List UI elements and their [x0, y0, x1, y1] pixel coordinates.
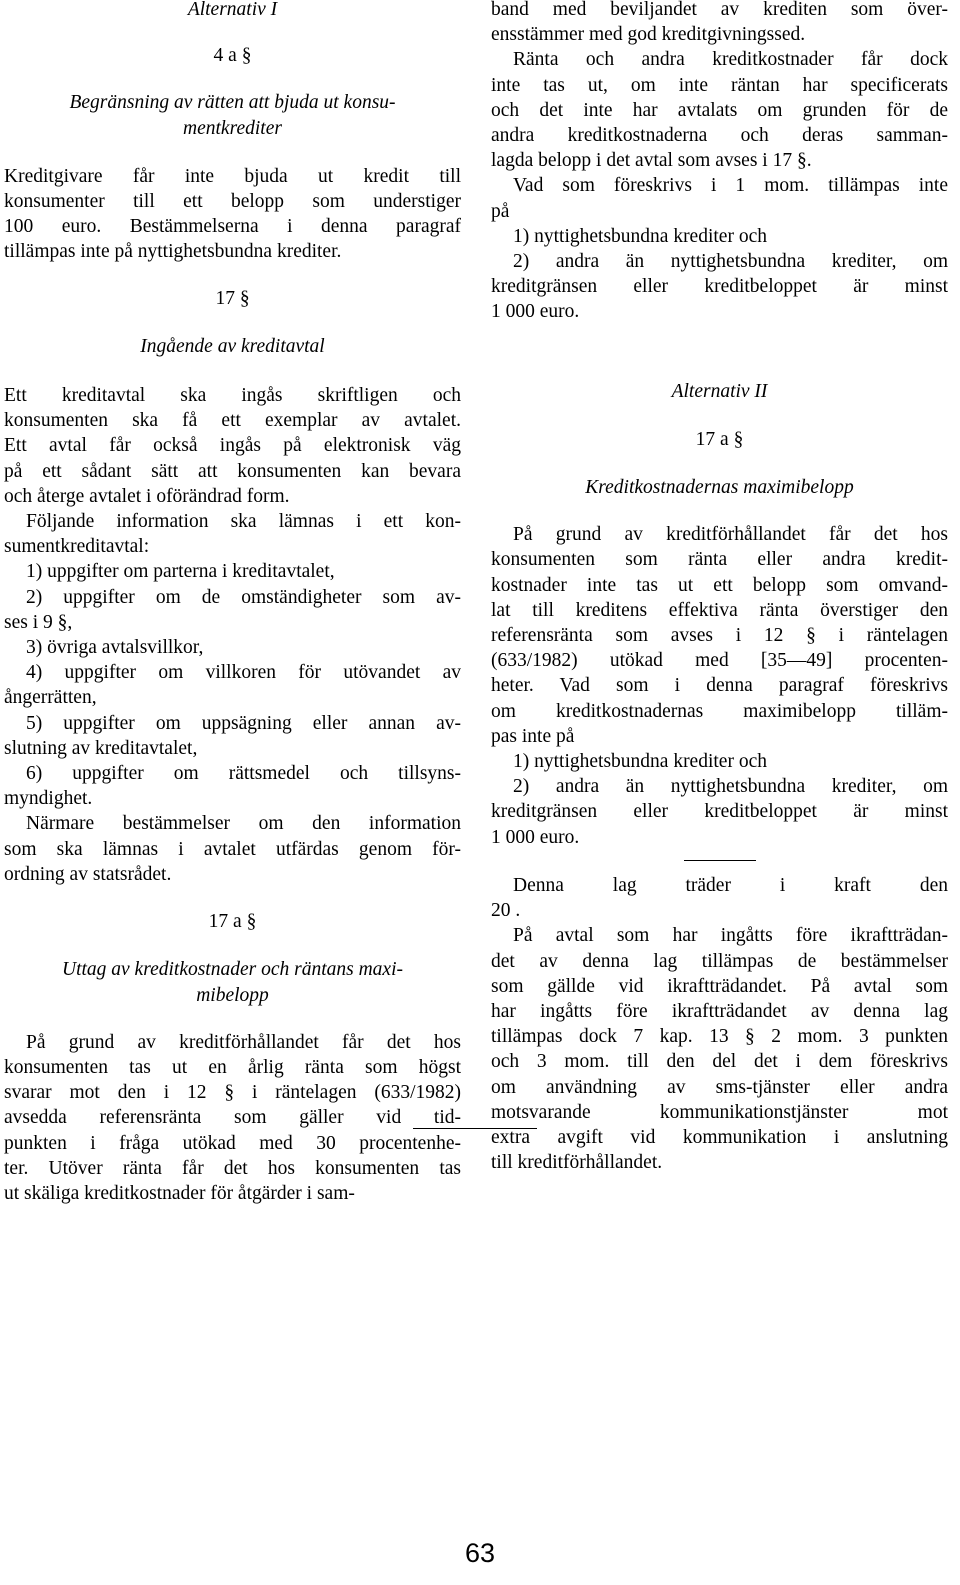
text-line: om kreditkostnadernas maximibelopp tilläm-: [491, 700, 948, 722]
text-line: har ingåtts före ikraftträdandet av denna lag: [491, 1000, 948, 1022]
list-item-line: 1 000 euro.: [491, 301, 580, 323]
text-line: och det inte har avtalats om grunden för de: [491, 99, 948, 121]
text-line: som gällde vid ikraftträdandet. På avtal som: [491, 975, 948, 997]
list-item: [4, 585, 461, 635]
section-4a-title: [4, 90, 461, 140]
list-item-line: myndighet.: [4, 788, 93, 810]
alternative-1-heading: Alternativ I: [187, 0, 278, 20]
list-item: [491, 224, 948, 249]
transitional-paragraph: [491, 923, 948, 1175]
list-item-line: kreditgränsen eller kreditbeloppet är minst: [491, 801, 948, 823]
text-line: och 3 mom. till den del det i dem föreskrivs: [491, 1051, 948, 1073]
text-line: konsumenten ska få ett exemplar av avtalet.: [4, 410, 461, 432]
text-line: ut skäliga kreditkostnader för åtgärder i sam-: [4, 1182, 355, 1204]
section-17a-title-line: mibelopp: [196, 984, 269, 1006]
continued-paragraph-2: [491, 47, 948, 173]
text-line: som ska lämnas i avtalet utfärdas genom för-: [4, 838, 461, 860]
list-item: [491, 249, 948, 325]
list-item: [4, 635, 461, 660]
text-line: På grund av kreditförhållandet får det hos: [513, 524, 948, 546]
section-17-paragraph-2: [4, 509, 461, 559]
list-item: [4, 559, 461, 584]
section-17-paragraph-3: [4, 811, 461, 887]
text-line: punkten i fråga utökad med 30 procentenhe-: [4, 1132, 461, 1154]
text-line: heter. Vad som i denna paragraf föreskrivs: [491, 675, 948, 697]
section-17-number: 17 §: [215, 287, 250, 309]
section-17a-title-line: Uttag av kreditkostnader och räntans maxi-: [61, 959, 403, 981]
section-divider: [684, 860, 756, 861]
text-line: ensstämmer med god kreditgivningssed.: [491, 24, 806, 46]
continued-paragraph-3: [491, 173, 948, 223]
list-item-line: slutning av kreditavtalet,: [4, 737, 198, 759]
alternative-2-body: [491, 522, 948, 749]
section-4a-number: 4 a §: [213, 45, 252, 67]
section-4a-body: [4, 164, 461, 265]
section-4a-title-line: mentkrediter: [183, 117, 282, 139]
text-line: 20 .: [491, 900, 521, 922]
section-17a-body: [4, 1030, 461, 1206]
list-item: [491, 774, 948, 850]
section-17a-title: [4, 957, 461, 1007]
text-line: På grund av kreditförhållandet får det hos: [26, 1031, 461, 1053]
text-line: andra kreditkostnaderna och deras samman-: [491, 125, 948, 147]
alternative-2-section-title: Kreditkostnadernas maximibelopp: [585, 477, 854, 499]
text-line: på ett sådant sätt att konsumenten kan bevara: [4, 460, 461, 482]
text-line: Följande information ska lämnas i ett kon-: [26, 511, 461, 533]
text-line: det av denna lag tillämpas de bestämmelser: [491, 950, 948, 972]
left-column: [4, 0, 461, 1206]
alternative-2-section-number: 17 a §: [695, 428, 744, 450]
section-17-paragraph-1: [4, 383, 461, 509]
section-17-list: [4, 559, 461, 811]
right-column: [491, 0, 948, 1175]
list-item-line: 1) nyttighetsbundna krediter och: [513, 751, 767, 773]
text-line: ter. Utöver ränta får det hos konsumenten tas: [4, 1157, 461, 1179]
text-line: inte tas ut, om inte räntan har specificerats: [491, 74, 948, 96]
text-line: tillämpas dock 7 kap. 13 § 2 mom. 3 punkten: [491, 1026, 948, 1048]
list-item-line: 4) uppgifter om villkoren för utövandet av: [26, 662, 461, 684]
text-line: Denna lag träder i kraft den: [513, 874, 948, 896]
list-item-line: kreditgränsen eller kreditbeloppet är minst: [491, 276, 948, 298]
section-17-title: Ingående av kreditavtal: [140, 335, 325, 357]
alternative-2-heading: Alternativ II: [671, 380, 768, 402]
entry-into-force-paragraph: [491, 873, 948, 923]
text-line: referensränta som avses i 12 § i räntelagen: [491, 625, 948, 647]
text-line: Vad som föreskrivs i 1 mom. tillämpas inte: [513, 175, 948, 197]
list-item-line: 2) andra än nyttighetsbundna krediter, om: [513, 251, 948, 273]
list-item: [4, 761, 461, 811]
text-line: Ett kreditavtal ska ingås skriftligen och: [4, 385, 461, 407]
text-line: pas inte på: [491, 725, 575, 747]
text-line: om användning av sms-tjänster eller andra: [491, 1076, 948, 1098]
text-line: extra avgift vid kommunikation i anslutning: [491, 1126, 948, 1148]
text-line: konsumenten som ränta eller andra kredit-: [491, 549, 948, 571]
list-item-line: 5) uppgifter om uppsägning eller annan av-: [26, 712, 461, 734]
list-item-line: 2) uppgifter om de omständigheter som av-: [26, 586, 461, 608]
text-line: Ränta och andra kreditkostnader får dock: [513, 49, 948, 71]
list-item: [491, 749, 948, 774]
text-line: tillämpas inte på nyttighetsbundna krediter.: [4, 241, 342, 263]
text-line: kostnader inte tas ut ett belopp som omvand-: [491, 574, 948, 596]
list-item-line: 1) uppgifter om parterna i kreditavtalet,: [26, 561, 335, 583]
text-line: motsvarande kommunikationstjänster mot: [491, 1101, 948, 1123]
list-item: [4, 660, 461, 710]
section-4a-title-line: Begränsning av rätten att bjuda ut konsu-: [69, 92, 396, 114]
continued-list: [491, 224, 948, 325]
text-line: Ett avtal får också ingås på elektronisk väg: [4, 435, 461, 457]
list-item: [4, 711, 461, 761]
list-item-line: 3) övriga avtalsvillkor,: [26, 637, 204, 659]
list-item-line: ses i 9 §,: [4, 611, 73, 633]
text-line: (633/1982) utökad med [35—49] procenten-: [491, 650, 948, 672]
text-line: På avtal som har ingåtts före ikraftträdan-: [513, 925, 948, 947]
continued-paragraph-1: [491, 0, 948, 47]
text-line: band med beviljandet av krediten som över-: [491, 0, 948, 20]
alternative-2-list: [491, 749, 948, 850]
text-line: avsedda referensränta som gäller vid tid-: [4, 1107, 461, 1129]
text-line: ordning av statsrådet.: [4, 863, 172, 885]
section-17a-number: 17 a §: [208, 911, 257, 933]
text-line: Kreditgivare får inte bjuda ut kredit till: [4, 165, 461, 187]
list-item-line: 2) andra än nyttighetsbundna krediter, om: [513, 776, 948, 798]
list-item-line: 1) nyttighetsbundna krediter och: [513, 225, 767, 247]
text-line: lat till kreditens effektiva ränta överstiger den: [491, 599, 948, 621]
text-line: sumentkreditavtal:: [4, 536, 150, 558]
text-line: på: [491, 200, 510, 222]
text-line: Närmare bestämmelser om den information: [26, 813, 461, 835]
text-line: till kreditförhållandet.: [491, 1152, 663, 1174]
text-line: och återge avtalet i oförändrad form.: [4, 485, 290, 507]
list-item-line: 6) uppgifter om rättsmedel och tillsyns-: [26, 763, 461, 785]
list-item-line: ångerrätten,: [4, 687, 97, 709]
text-line: lagda belopp i det avtal som avses i 17 §.: [491, 150, 812, 172]
text-line: 100 euro. Bestämmelserna i denna paragraf: [4, 216, 461, 238]
text-line: svarar mot den i 12 § i räntelagen (633/1982): [4, 1082, 461, 1104]
text-line: konsumenter till ett belopp som understiger: [4, 191, 461, 213]
list-item-line: 1 000 euro.: [491, 826, 580, 848]
page-number: 63: [464, 1538, 496, 1568]
text-line: konsumenten tas ut en årlig ränta som högst: [4, 1056, 461, 1078]
footnote-rule: [413, 1128, 537, 1129]
